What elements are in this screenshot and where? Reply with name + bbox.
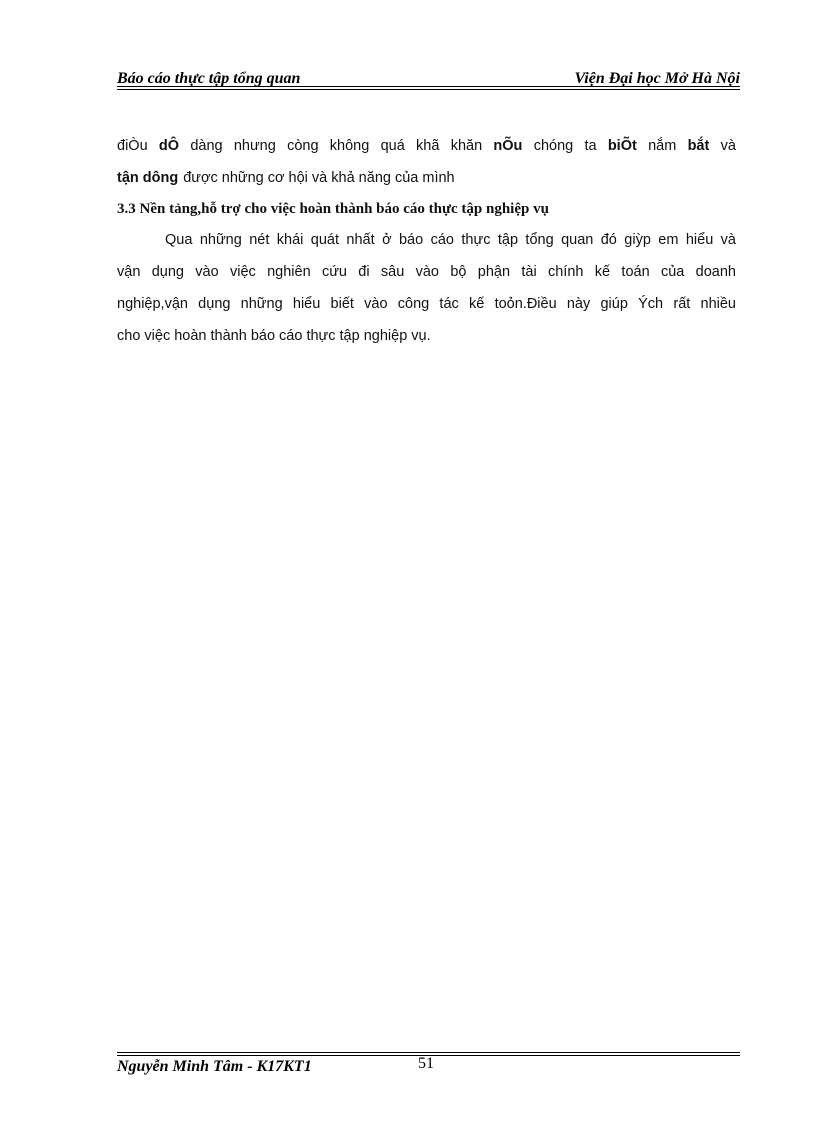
paragraph-line-3 [117, 288, 736, 320]
word: không [329, 138, 370, 154]
page-number: 51 [418, 1055, 434, 1072]
page-header [117, 64, 740, 88]
document-body [117, 130, 736, 352]
paragraph-line-1 [117, 224, 736, 256]
word: nắm [648, 138, 677, 154]
header-divider [117, 86, 740, 87]
body-line-1 [117, 130, 736, 162]
word: quá [380, 138, 405, 154]
word: điÒu [117, 138, 148, 154]
text-run: Qua những nét khái quát nhất ở báo cáo thực tập tổng quan đó giỳp em hiểu và [165, 232, 736, 248]
text-run: cho việc hoàn thành báo cáo thực tập nghiệp vụ. [117, 328, 431, 344]
text-run: vận dụng vào việc nghiên cứu đi sâu vào bộ phận tài chính kế toán của doanh [117, 264, 736, 280]
word: khăn [450, 138, 483, 154]
header-report-title: Báo cáo thực tập tổng quan [117, 70, 301, 87]
header-institution: Viện Đại học Mở Hà Nội [574, 70, 740, 87]
word: ta [584, 138, 597, 154]
text-run: nghiệp,vận dụng những hiểu biết vào công tác kế toỏn.Điều này giúp Ých rất nhiều [117, 296, 736, 312]
word: còng [287, 138, 319, 154]
bold-phrase: tận dông [117, 170, 179, 186]
word: nÕu [493, 138, 523, 154]
paragraph-line-4 [117, 320, 736, 352]
body-line-2 [117, 162, 736, 194]
paragraph-line-2 [117, 256, 736, 288]
text-run: được những cơ hội và khả năng của mình [183, 170, 455, 186]
word: dÔ [158, 138, 180, 154]
header-divider-secondary [117, 89, 740, 90]
word: khã [416, 138, 440, 154]
footer-author: Nguyễn Minh Tâm - K17KT1 [117, 1058, 312, 1075]
section-heading: 3.3 Nền tảng,hỗ trợ cho việc hoàn thành báo cáo thực tập nghiệp vụ [117, 201, 549, 217]
footer-divider [117, 1052, 740, 1053]
word: bắt [687, 138, 710, 154]
word: dàng [190, 138, 223, 154]
word: nhưng [233, 138, 276, 154]
word: biÕt [607, 138, 637, 154]
word: và [720, 138, 736, 154]
word: chóng [533, 138, 574, 154]
